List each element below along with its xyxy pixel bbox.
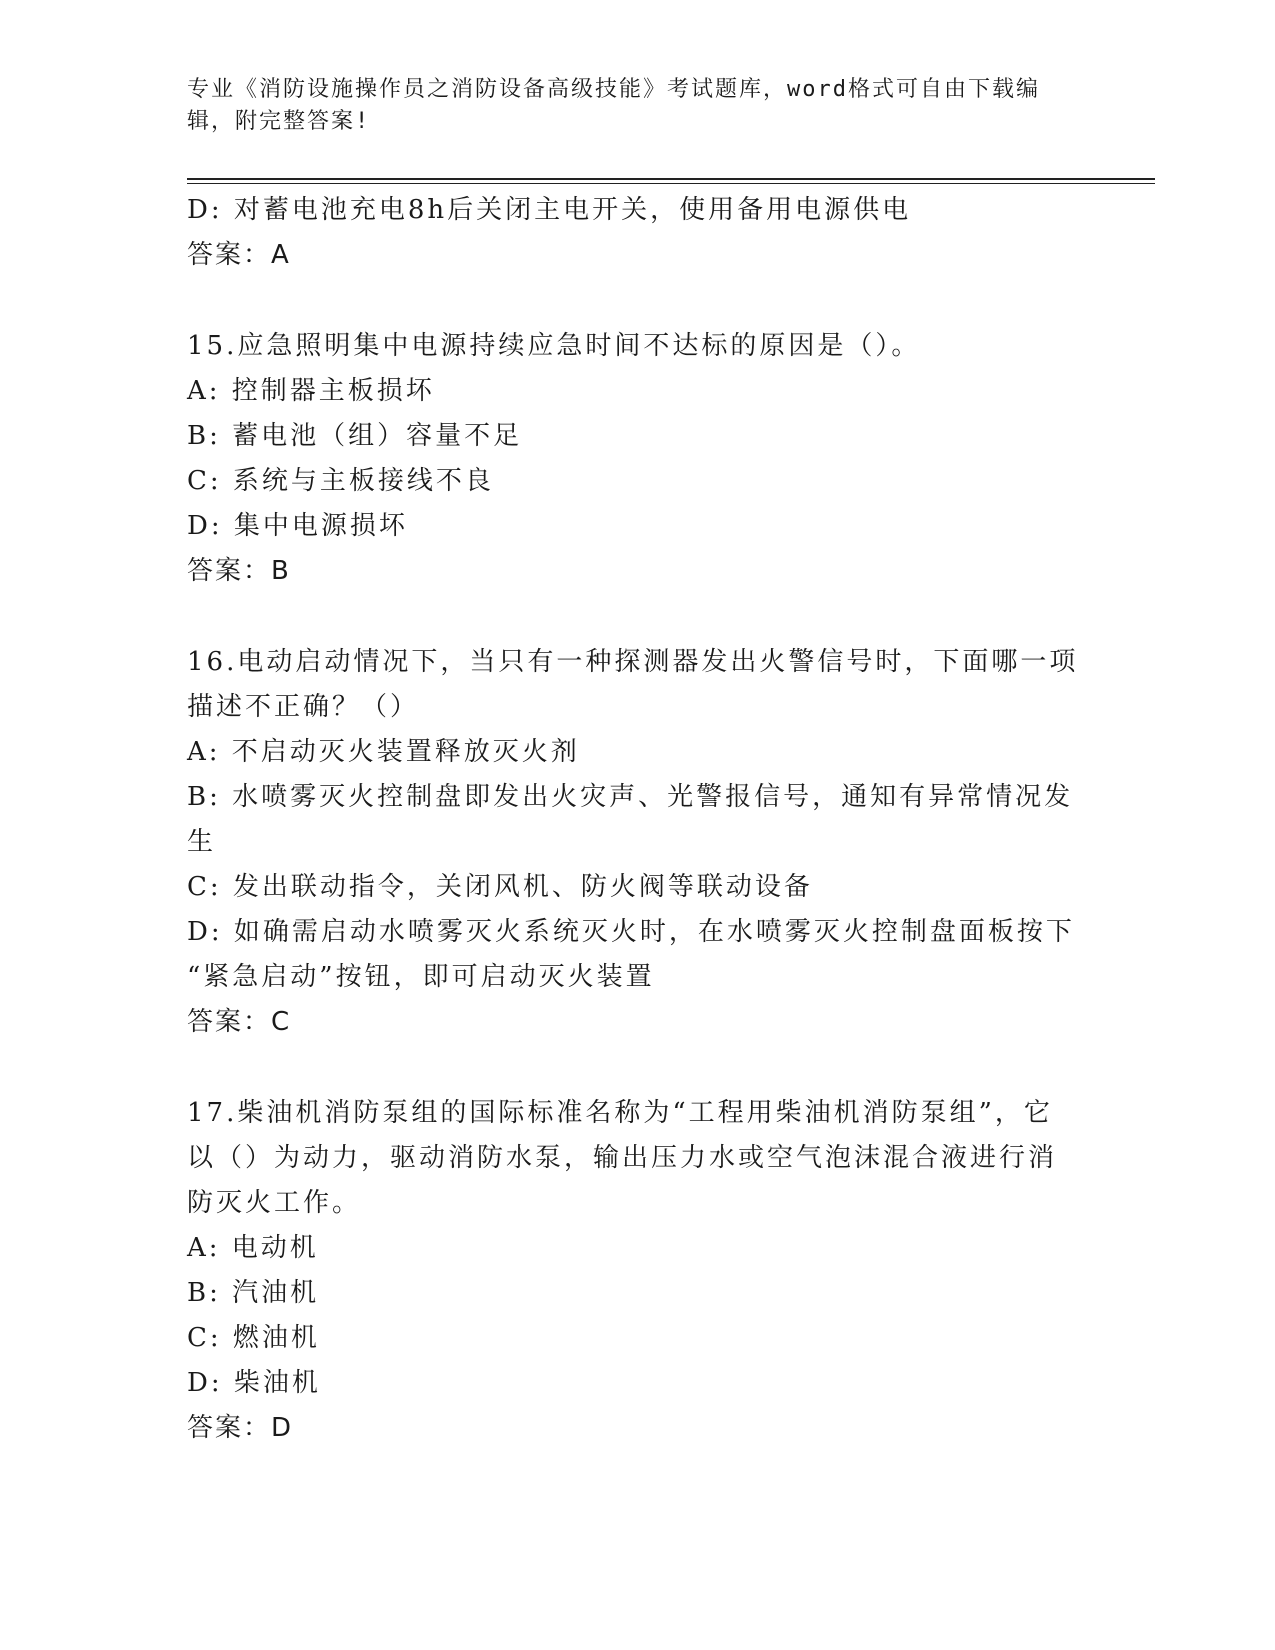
question-gap: [187, 278, 1087, 324]
option-d-line-1: D: 如确需启动水喷雾灭火系统灭火时，在水喷雾灭火控制盘面板按下: [187, 917, 1075, 947]
option-c: C: 发出联动指令，关闭风机、防火阀等联动设备: [187, 872, 813, 902]
document-header: [187, 74, 1067, 138]
question-stem-line-2: 以（）为动力，驱动消防水泵，输出压力水或空气泡沫混合液进行消: [187, 1143, 1058, 1173]
question-stem-line-1: 17.柴油机消防泵组的国际标准名称为“工程用柴油机消防泵组”，它: [187, 1098, 1053, 1128]
option-b: B: 汽油机: [187, 1278, 320, 1308]
answer: 答案：D: [187, 1413, 294, 1443]
option-d: D: 柴油机: [187, 1368, 321, 1398]
question-gap: [187, 594, 1087, 640]
option-a: A: 控制器主板损坏: [187, 376, 435, 406]
question-gap: [187, 1045, 1087, 1091]
question-15: [187, 324, 1087, 594]
question-stem-line-3: 防灭火工作。: [187, 1188, 362, 1218]
question-list: [187, 188, 1087, 1451]
question-stem: 15.应急照明集中电源持续应急时间不达标的原因是（）。: [187, 331, 921, 361]
header-divider-thin: [187, 183, 1155, 184]
header-divider-thick: [187, 178, 1155, 180]
option-d: D: 对蓄电池充电8h后关闭主电开关，使用备用电源供电: [187, 195, 912, 225]
question-16: [187, 640, 1087, 1045]
question-stem-line-2: 描述不正确？（）: [187, 692, 420, 722]
option-c: C: 系统与主板接线不良: [187, 466, 494, 496]
answer: 答案：B: [187, 556, 291, 586]
question-14: [187, 188, 1087, 278]
option-b: B: 蓄电池（组）容量不足: [187, 421, 523, 451]
answer: 答案：A: [187, 240, 291, 270]
header-line-2: 辑，附完整答案!: [187, 109, 371, 134]
option-c: C: 燃油机: [187, 1323, 320, 1353]
header-line-1: 专业《消防设施操作员之消防设备高级技能》考试题库，word格式可自由下载编: [187, 77, 1040, 102]
option-a: A: 不启动灭火装置释放灭火剂: [187, 737, 580, 767]
option-b-line-1: B: 水喷雾灭火控制盘即发出火灾声、光警报信号，通知有异常情况发: [187, 782, 1074, 812]
option-b-line-2: 生: [187, 827, 217, 857]
question-stem-line-1: 16.电动启动情况下，当只有一种探测器发出火警信号时，下面哪一项: [187, 647, 1079, 677]
option-a: A: 电动机: [187, 1233, 319, 1263]
option-d-line-2: “紧急启动”按钮，即可启动灭火装置: [187, 962, 655, 992]
question-17: [187, 1091, 1087, 1451]
option-d: D: 集中电源损坏: [187, 511, 408, 541]
answer: 答案：C: [187, 1007, 292, 1037]
